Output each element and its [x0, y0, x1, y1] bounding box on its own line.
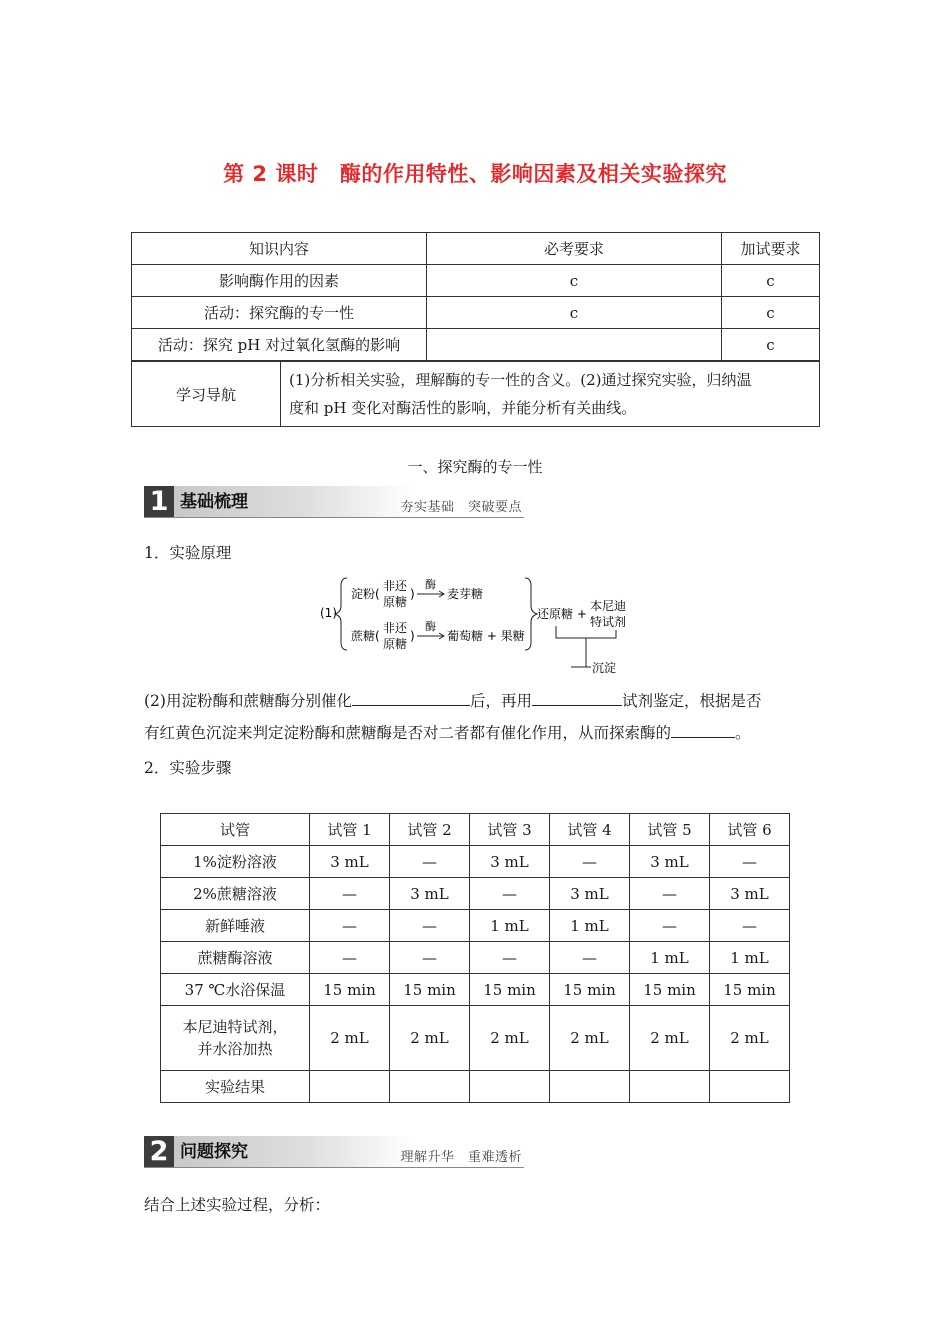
- table-cell: c: [427, 265, 722, 297]
- study-guide-label: 学习导航: [132, 362, 281, 427]
- table-cell: —: [390, 910, 470, 942]
- table-cell: —: [310, 878, 390, 910]
- table-row: [161, 1071, 790, 1103]
- table-row: [161, 1006, 790, 1071]
- table-row: [161, 942, 790, 974]
- banner-number: 1: [144, 486, 174, 518]
- table-cell: 蔗糖酶溶液: [161, 942, 310, 974]
- diagram-marker: (1): [320, 606, 337, 620]
- banner-underline: [144, 517, 524, 518]
- table-cell: 2 mL: [710, 1006, 790, 1071]
- table-cell: 15 min: [390, 974, 470, 1006]
- result-cell: [390, 1071, 470, 1103]
- table-header: 试管 1: [310, 814, 390, 846]
- table-cell: 2 mL: [550, 1006, 630, 1071]
- reagent-label-line: 本尼迪特试剂，: [182, 1018, 288, 1036]
- section-banner-inquiry: [144, 1136, 524, 1168]
- table-row: [132, 297, 820, 329]
- table-cell: 15 min: [710, 974, 790, 1006]
- table-cell: 37 ℃水浴保温: [161, 974, 310, 1006]
- closing-text: 结合上述实验过程，分析：: [144, 1196, 331, 1214]
- principle-paragraph: [144, 723, 751, 743]
- table-cell: 15 min: [310, 974, 390, 1006]
- result-cell: [310, 1071, 390, 1103]
- benedict-reagent-bottom: 特试剂: [590, 615, 627, 629]
- study-guide-line: (1)分析相关实验，理解酶的专一性的含义。(2)通过探究实验，归纳温: [289, 371, 752, 389]
- reducing-sugar-label: 还原糖 +: [537, 607, 587, 621]
- table-row: [161, 974, 790, 1006]
- table-cell: 3 mL: [710, 878, 790, 910]
- principle-diagram: [313, 570, 653, 680]
- banner-subtitle: 夯实基础 突破要点: [400, 500, 522, 515]
- table-cell: —: [710, 846, 790, 878]
- table-header: 试管 6: [710, 814, 790, 846]
- table-header: 试管: [161, 814, 310, 846]
- table-cell: 1 mL: [630, 942, 710, 974]
- table-cell: —: [470, 942, 550, 974]
- products-label: 葡萄糖 + 果糖: [447, 629, 525, 643]
- result-cell: [630, 1071, 710, 1103]
- experiment-steps-table: [160, 813, 790, 1103]
- paragraph-text: 有红黄色沉淀来判定淀粉酶和蔗糖酶是否对二者都有催化作用，从而探索酶的: [144, 724, 672, 742]
- table-cell: 1%淀粉溶液: [161, 846, 310, 878]
- table-cell: 3 mL: [390, 878, 470, 910]
- table-cell: 影响酶作用的因素: [132, 265, 427, 297]
- study-guide-text: [281, 362, 820, 427]
- banner-number: 2: [144, 1136, 174, 1168]
- table-cell: —: [310, 910, 390, 942]
- table-cell: c: [722, 329, 820, 361]
- table-cell: —: [390, 942, 470, 974]
- table-cell: 3 mL: [630, 846, 710, 878]
- table-cell: 3 mL: [310, 846, 390, 878]
- result-cell: [550, 1071, 630, 1103]
- table-row: [161, 910, 790, 942]
- table-cell: 3 mL: [470, 846, 550, 878]
- non-reducing-bottom: 原糖: [383, 637, 408, 651]
- enzyme-label: 酶: [425, 620, 436, 633]
- table-cell: 15 min: [470, 974, 550, 1006]
- table-row: [132, 265, 820, 297]
- table-cell: —: [470, 878, 550, 910]
- paren-close: ): [410, 629, 415, 643]
- paragraph-text: 。: [735, 724, 751, 742]
- table-cell: —: [550, 942, 630, 974]
- table-cell: —: [550, 846, 630, 878]
- table-cell: —: [710, 910, 790, 942]
- table-cell: 1 mL: [470, 910, 550, 942]
- table-cell: [427, 329, 722, 361]
- table-cell: —: [390, 846, 470, 878]
- table-cell: c: [427, 297, 722, 329]
- table-row: [161, 846, 790, 878]
- table-header: 试管 4: [550, 814, 630, 846]
- banner-underline: [144, 1167, 524, 1168]
- non-reducing-top: 非还: [383, 621, 408, 635]
- paren-open: (: [375, 587, 380, 601]
- starch-label: 淀粉: [351, 587, 376, 601]
- table-cell: 2 mL: [470, 1006, 550, 1071]
- paren-open: (: [375, 629, 380, 643]
- principle-paragraph: [144, 691, 762, 711]
- table-cell: 15 min: [630, 974, 710, 1006]
- page-title: 第 2 课时 酶的作用特性、影响因素及相关实验探究: [223, 162, 727, 186]
- table-cell: c: [722, 265, 820, 297]
- study-guide-line: 度和 pH 变化对酶活性的影响，并能分析有关曲线。: [289, 399, 637, 417]
- result-cell: [470, 1071, 550, 1103]
- table-cell: —: [630, 878, 710, 910]
- study-guide-table: [131, 361, 820, 427]
- table-row: [161, 814, 790, 846]
- fill-blank: [671, 723, 735, 738]
- enzyme-label: 酶: [425, 578, 436, 591]
- step-heading: 2．实验步骤: [144, 759, 232, 777]
- paragraph-text: (2)用淀粉酶和蔗糖酶分别催化: [144, 692, 352, 710]
- banner-label: 问题探究: [174, 1136, 414, 1168]
- table-cell: 2 mL: [630, 1006, 710, 1071]
- fill-blank: [532, 691, 622, 706]
- table-cell: —: [310, 942, 390, 974]
- table-cell: 3 mL: [550, 878, 630, 910]
- table-cell: 2 mL: [310, 1006, 390, 1071]
- paren-close: ): [410, 587, 415, 601]
- table-cell: [161, 1006, 310, 1071]
- maltose-label: 麦芽糖: [447, 587, 484, 601]
- step-heading: 1．实验原理: [144, 544, 232, 562]
- table-cell: c: [722, 297, 820, 329]
- banner-subtitle: 理解升华 重难透析: [400, 1150, 522, 1165]
- table-row: [132, 362, 820, 427]
- table-cell: 活动：探究 pH 对过氧化氢酶的影响: [132, 329, 427, 361]
- reagent-label-line: 并水浴加热: [197, 1040, 273, 1058]
- requirements-table: [131, 232, 820, 361]
- table-cell: —: [630, 910, 710, 942]
- paragraph-text: 后，再用: [469, 692, 532, 710]
- table-cell: 2 mL: [390, 1006, 470, 1071]
- table-cell: 1 mL: [710, 942, 790, 974]
- section-banner-basics: [144, 486, 524, 518]
- table-cell: 活动：探究酶的专一性: [132, 297, 427, 329]
- table-cell: 实验结果: [161, 1071, 310, 1103]
- table-cell: 1 mL: [550, 910, 630, 942]
- table-header: 试管 2: [390, 814, 470, 846]
- non-reducing-bottom: 原糖: [383, 595, 408, 609]
- fill-blank: [352, 691, 470, 706]
- table-cell: 15 min: [550, 974, 630, 1006]
- banner-label: 基础梳理: [174, 486, 414, 518]
- sucrose-label: 蔗糖: [351, 629, 376, 643]
- table-header: 必考要求: [427, 233, 722, 265]
- table-row: [161, 878, 790, 910]
- table-row: [132, 329, 820, 361]
- non-reducing-top: 非还: [383, 579, 408, 593]
- result-cell: [710, 1071, 790, 1103]
- precipitate-label: 沉淀: [592, 661, 617, 675]
- section-heading: 一、探究酶的专一性: [407, 458, 543, 476]
- table-header: 加试要求: [722, 233, 820, 265]
- benedict-reagent-top: 本尼迪: [590, 599, 627, 613]
- table-header: 知识内容: [132, 233, 427, 265]
- table-header: 试管 3: [470, 814, 550, 846]
- table-cell: 2%蔗糖溶液: [161, 878, 310, 910]
- right-brace: [525, 578, 537, 650]
- table-cell: 新鲜唾液: [161, 910, 310, 942]
- table-header: 试管 5: [630, 814, 710, 846]
- table-row: [132, 233, 820, 265]
- paragraph-text: 试剂鉴定，根据是否: [621, 692, 762, 710]
